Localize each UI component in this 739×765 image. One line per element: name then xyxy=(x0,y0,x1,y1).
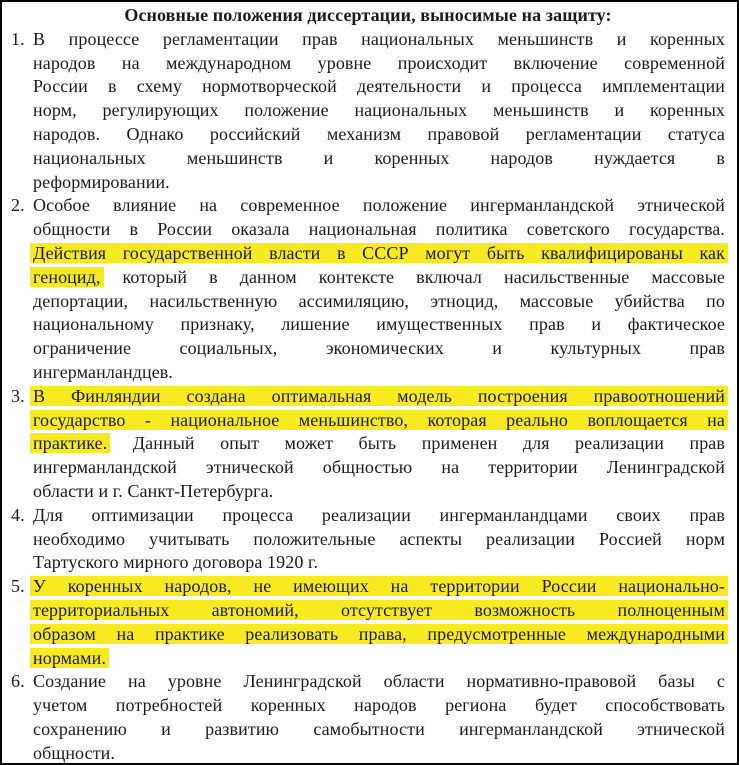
text-line xyxy=(33,28,725,52)
list-item-2 xyxy=(11,194,725,384)
text-line xyxy=(33,670,725,694)
text-segment: России в схему нормотворческой деятельности и процесса имплементации xyxy=(33,76,725,97)
text-line xyxy=(33,266,725,290)
text-segment: Тартуского мирного договора 1920 г. xyxy=(33,552,319,573)
text-line xyxy=(33,480,725,504)
text-line xyxy=(33,123,725,147)
text-segment: Данный опыт может быть применен для реализации прав xyxy=(107,433,725,454)
text-line xyxy=(33,147,725,171)
item-number: 5. xyxy=(11,576,25,597)
text-line xyxy=(33,75,725,99)
text-segment: Создание на уровне Ленинградской области нормативно-правовой базы с xyxy=(33,671,725,692)
text-line xyxy=(33,694,725,718)
text-segment: национальному признаку, лишение имущественных прав и фактическое xyxy=(33,314,725,335)
page-title: Основные положения диссертации, выносимые на защиту: xyxy=(124,5,612,25)
text-line xyxy=(33,551,725,575)
text-line xyxy=(33,290,725,314)
text-line xyxy=(33,171,725,195)
item-number: 2. xyxy=(11,195,25,216)
text-line xyxy=(33,99,725,123)
text-segment: В процессе регламентации прав национальных меньшинств и коренных xyxy=(33,28,725,49)
text-segment: ингерманландцев. xyxy=(33,361,174,382)
text-line xyxy=(33,623,725,647)
text-segment: необходимо учитывать положительные аспекты реализации Россией норм xyxy=(33,528,725,549)
list-item-6 xyxy=(11,670,725,765)
text-segment: который в данном контексте включал насильственные массовые xyxy=(100,266,725,287)
text-segment: депортации, насильственную ассимиляцию, этноцид, массовые убийства по xyxy=(33,290,725,311)
text-line xyxy=(33,409,725,433)
text-segment: общности в России оказала национальная политика советского государства. xyxy=(33,219,725,240)
list-item-5 xyxy=(11,575,725,670)
text-line xyxy=(33,456,725,480)
highlight-segment: нормами. xyxy=(33,647,106,668)
text-line xyxy=(33,718,725,742)
text-line xyxy=(33,432,725,456)
text-line xyxy=(33,242,725,266)
text-segment: народов. Однако российский механизм правовой регламентации статуса xyxy=(33,123,725,144)
item-number: 1. xyxy=(11,28,25,49)
list-item-3 xyxy=(11,385,725,504)
highlight-segment: Действия государственной власти в СССР могут быть квалифицированы как xyxy=(33,242,725,263)
text-segment: народов на международном уровне происходит включение современной xyxy=(33,52,725,73)
text-line xyxy=(33,337,725,361)
text-line xyxy=(33,313,725,337)
text-line xyxy=(33,599,725,623)
text-line xyxy=(33,385,725,409)
text-segment: ограничение социальных, экономических и культурных прав xyxy=(33,338,725,359)
text-line xyxy=(33,218,725,242)
item-number: 4. xyxy=(11,504,25,525)
list-item-4 xyxy=(11,504,725,575)
highlight-segment: В Финляндии создана оптимальная модель построения правоотношений xyxy=(33,385,725,406)
text-line xyxy=(33,361,725,385)
text-segment: норм, регулирующих положение национальных меньшинств и коренных xyxy=(33,100,725,121)
list-item-1 xyxy=(11,28,725,195)
text-segment: общности. xyxy=(33,742,115,763)
text-segment: учетом потребностей коренных народов региона будет способствовать xyxy=(33,695,725,716)
text-segment: реформировании. xyxy=(33,171,170,192)
text-segment: области и г. Санкт-Петербурга. xyxy=(33,480,274,501)
highlight-segment: У коренных народов, не имеющих на территории России национально- xyxy=(33,576,725,597)
text-line xyxy=(33,52,725,76)
text-line xyxy=(33,742,725,765)
text-line xyxy=(33,504,725,528)
text-segment: национальных меньшинств и коренных народов нуждается в xyxy=(33,147,725,168)
text-line xyxy=(33,575,725,599)
highlight-segment: государство - национальное меньшинство, которая реально воплощается на xyxy=(33,409,725,430)
text-segment: ингерманландской этнической общностью на территории Ленинградской xyxy=(33,457,725,478)
highlight-segment: практике. xyxy=(33,433,108,454)
text-line xyxy=(33,647,725,671)
text-line xyxy=(33,194,725,218)
highlight-segment: геноцид, xyxy=(33,266,101,287)
text-line xyxy=(33,528,725,552)
highlight-segment: образом на практике реализовать права, предусмотренные международными xyxy=(33,623,725,644)
item-number: 6. xyxy=(11,671,25,692)
text-segment: Особое влияние на современное положение ингерманландской этнической xyxy=(33,195,725,216)
highlight-segment: территориальных автономий, отсутствует возможность полноценным xyxy=(33,599,725,620)
text-segment: сохранению и развитию самобытности ингерманландской этнической xyxy=(33,718,725,739)
item-number: 3. xyxy=(11,385,25,406)
text-segment: Для оптимизации процесса реализации ингерманландцами своих прав xyxy=(33,504,725,525)
